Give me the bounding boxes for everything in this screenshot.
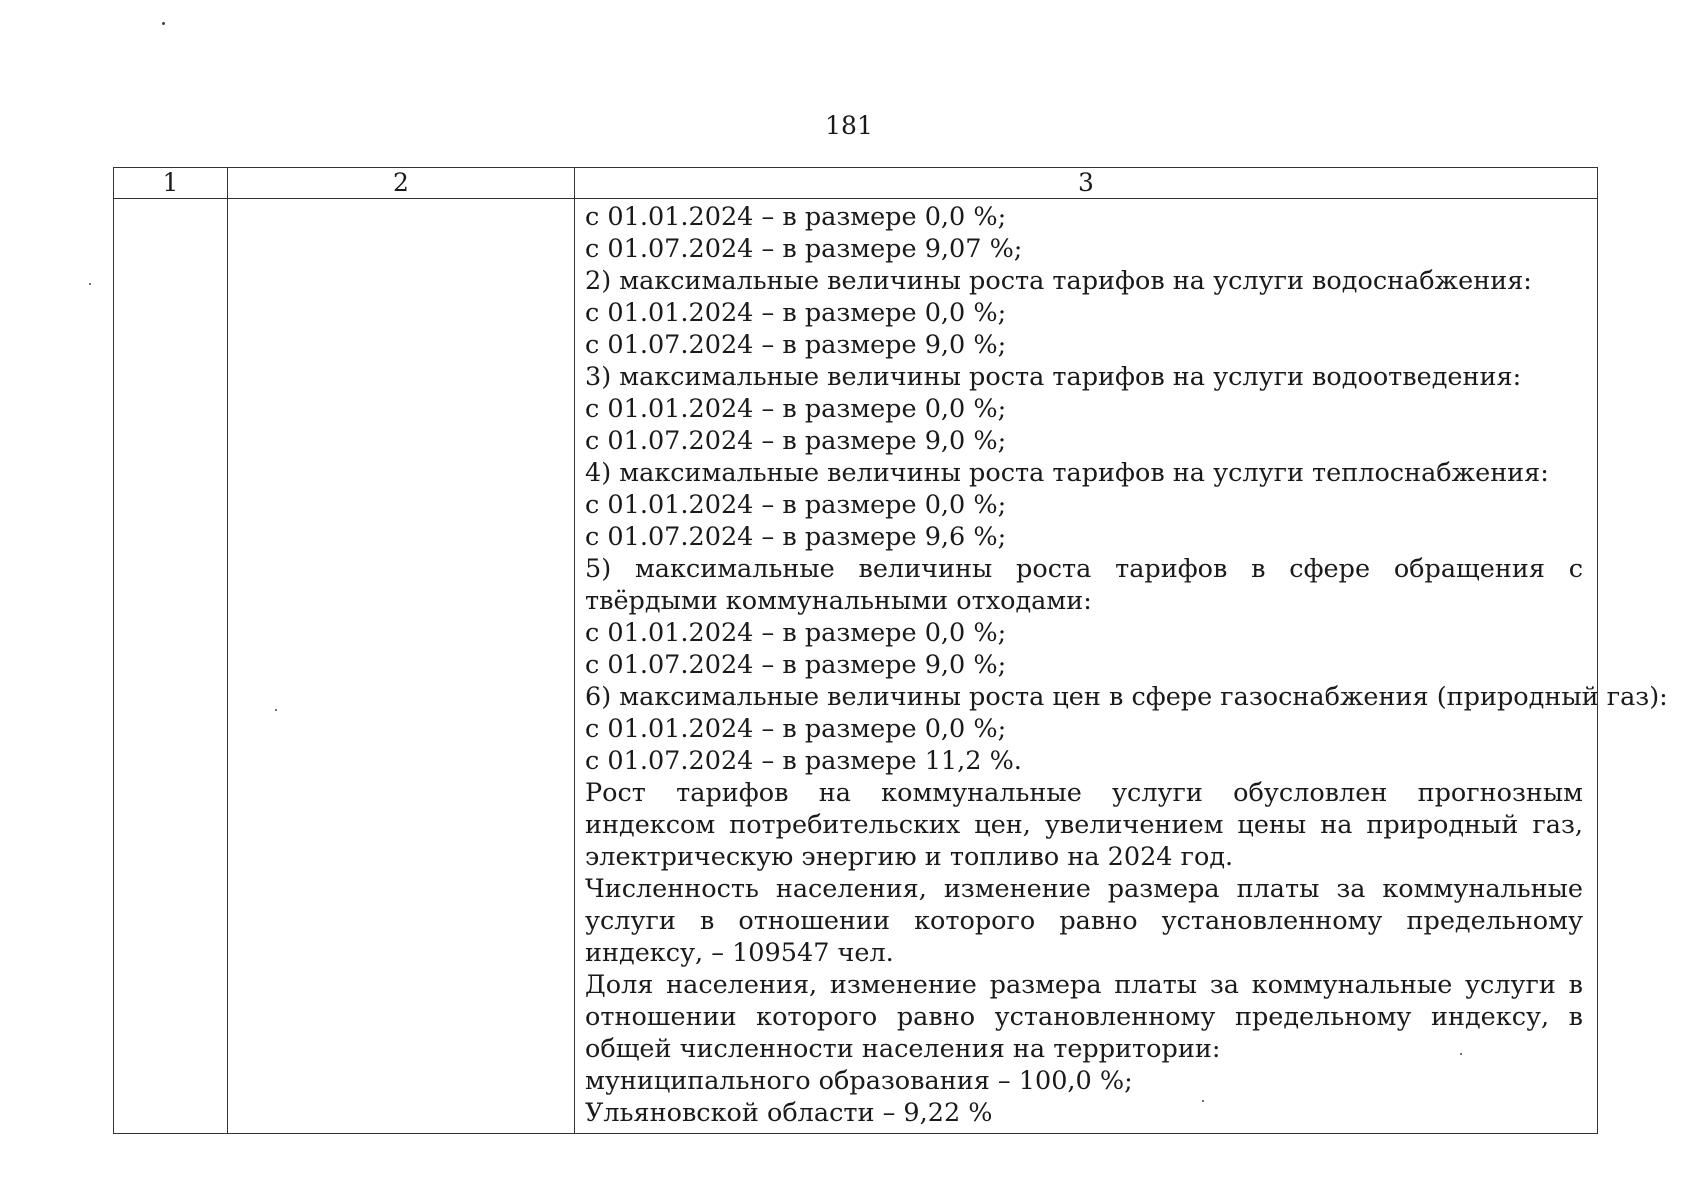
text-paragraph: Численность населения, изменение размера платы за коммунальные услуги в отношении которого равно установленному предельному индексу, – 109547 чел. <box>585 874 1583 968</box>
text-line: с 01.07.2024 – в размере 9,0 %; <box>585 650 1007 680</box>
text-paragraph: Рост тарифов на коммунальные услуги обусловлен прогнозным индексом потребительских цен, увеличением цены на природный газ, электрическую энергию и топливо на 2024 год. <box>585 778 1583 872</box>
text-line: с 01.07.2024 – в размере 9,07 %; <box>585 234 1023 264</box>
cell-col-2 <box>228 199 575 1134</box>
text-line: Ульяновской области – 9,22 % <box>585 1098 993 1128</box>
page-number: 181 <box>825 111 873 140</box>
header-col-2: 2 <box>228 168 575 199</box>
text-line: с 01.01.2024 – в размере 0,0 %; <box>585 202 1007 232</box>
scan-speck <box>1202 1100 1204 1102</box>
text-line: 2) максимальные величины роста тарифов на услуги водоснабжения: <box>585 266 1532 296</box>
table-header-row <box>114 168 1598 199</box>
document-table <box>113 167 1668 1134</box>
text-line: с 01.07.2024 – в размере 9,0 %; <box>585 330 1007 360</box>
text-line: с 01.01.2024 – в размере 0,0 %; <box>585 714 1007 744</box>
scan-speck <box>275 709 277 711</box>
text-line: с 01.07.2024 – в размере 9,6 %; <box>585 522 1007 552</box>
text-line: с 01.01.2024 – в размере 0,0 %; <box>585 618 1007 648</box>
text-paragraph: 5) максимальные величины роста тарифов в сфере обращения с твёрдыми коммунальными отходами: <box>585 554 1583 616</box>
text-line: с 01.07.2024 – в размере 11,2 %. <box>585 746 1022 776</box>
text-line: с 01.01.2024 – в размере 0,0 %; <box>585 394 1007 424</box>
text-line: с 01.07.2024 – в размере 9,0 %; <box>585 426 1007 456</box>
text-line: с 01.01.2024 – в размере 0,0 %; <box>585 298 1007 328</box>
cell-col-3 <box>575 199 1668 1134</box>
text-line: 3) максимальные величины роста тарифов на услуги водоотведения: <box>585 362 1522 392</box>
text-paragraph: Доля населения, изменение размера платы за коммунальные услуги в отношении которого равно установленному предельному индексу, в общей численности населения на территории: <box>585 970 1583 1064</box>
header-col-1: 1 <box>114 168 228 199</box>
scan-speck <box>89 283 91 285</box>
cell-col-1 <box>114 199 228 1134</box>
scan-speck <box>1460 1053 1462 1055</box>
scan-speck <box>162 22 165 25</box>
text-line: 6) максимальные величины роста цен в сфере газоснабжения (природный газ): <box>585 682 1668 712</box>
table-row <box>114 199 1598 1134</box>
header-col-3: 3 <box>575 168 1598 199</box>
text-line: 4) максимальные величины роста тарифов на услуги теплоснабжения: <box>585 458 1549 488</box>
text-line: муниципального образования – 100,0 %; <box>585 1066 1133 1096</box>
content-lines <box>585 201 1668 1129</box>
text-line: с 01.01.2024 – в размере 0,0 %; <box>585 490 1007 520</box>
